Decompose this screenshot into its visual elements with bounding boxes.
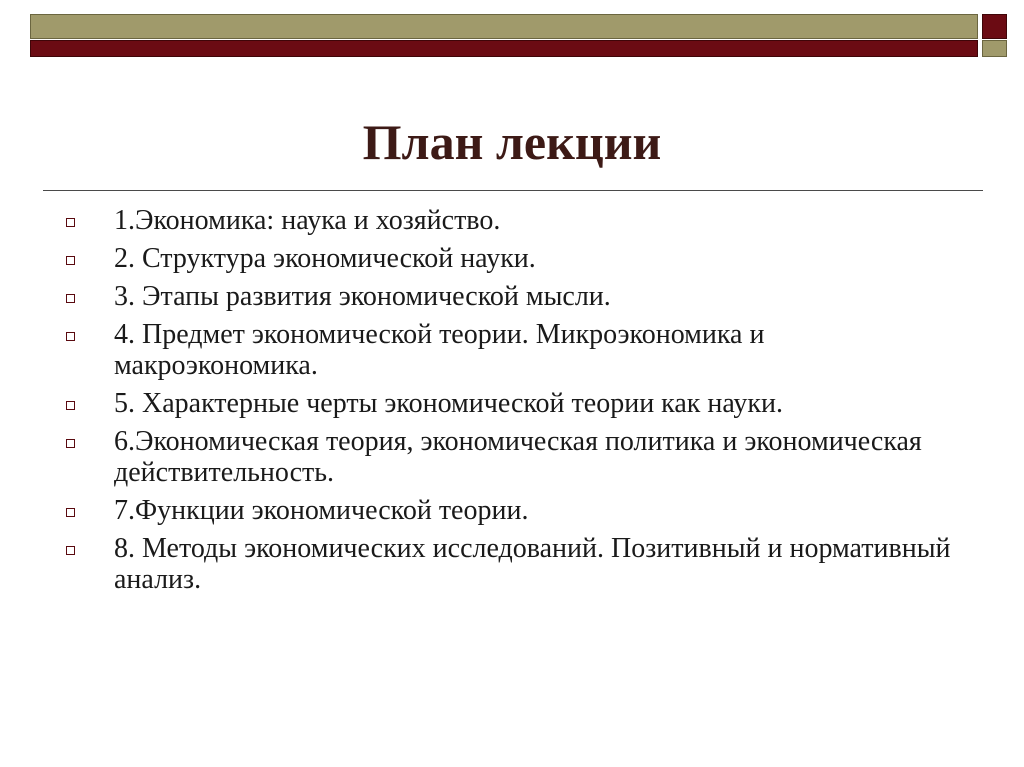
list-item (0, 426, 1024, 488)
header-bar-maroon (30, 40, 978, 57)
list-item (0, 533, 1024, 595)
list-item-text: 6.Экономическая теория, экономическая политика и экономическая действительность. (114, 426, 922, 488)
list-item (0, 388, 1024, 419)
title-divider (43, 190, 983, 191)
hollow-square-icon (66, 218, 75, 227)
hollow-square-icon (66, 401, 75, 410)
corner-square-maroon (982, 14, 1007, 39)
hollow-square-icon (66, 508, 75, 517)
list-item-text: 8. Методы экономических исследований. Позитивный и нормативный анализ. (114, 533, 951, 595)
lecture-plan-list (0, 205, 1024, 602)
hollow-square-icon (66, 439, 75, 448)
list-item-text: 1.Экономика: наука и хозяйство. (114, 205, 501, 236)
list-item (0, 281, 1024, 312)
list-item-text: 2. Структура экономической науки. (114, 243, 536, 274)
corner-square-olive (982, 40, 1007, 57)
header-bar-olive (30, 14, 978, 39)
list-item-text: 3. Этапы развития экономической мысли. (114, 281, 611, 312)
list-item (0, 205, 1024, 236)
hollow-square-icon (66, 294, 75, 303)
list-item-text: 4. Предмет экономической теории. Микроэкономика и макроэкономика. (114, 319, 765, 381)
slide-title: План лекции (362, 114, 662, 170)
list-item (0, 319, 1024, 381)
list-item-text: 7.Функции экономической теории. (114, 495, 529, 526)
hollow-square-icon (66, 256, 75, 265)
hollow-square-icon (66, 546, 75, 555)
hollow-square-icon (66, 332, 75, 341)
list-item (0, 243, 1024, 274)
list-item (0, 495, 1024, 526)
list-item-text: 5. Характерные черты экономической теории как науки. (114, 388, 783, 419)
